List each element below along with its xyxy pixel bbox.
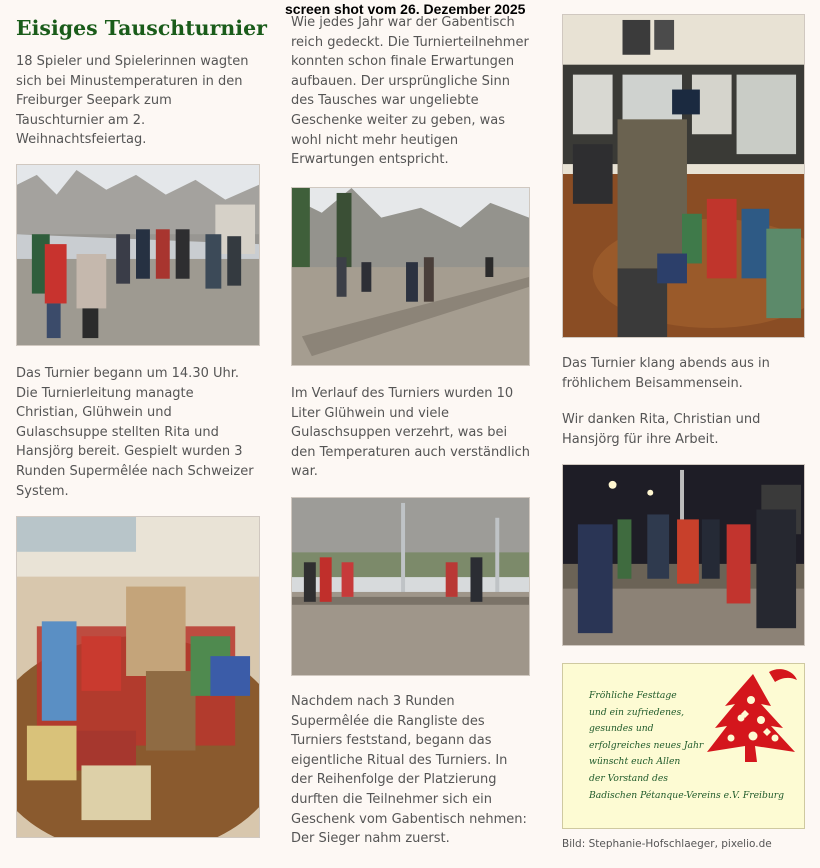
card-line: und ein zufriedenes, — [589, 706, 685, 718]
text-line: Im Verlauf des Turniers wurden 10 — [291, 386, 514, 401]
photo-players-court — [291, 497, 530, 676]
card-line: der Vorstand des — [589, 772, 668, 784]
text-line: war. — [291, 464, 318, 480]
text-line: Das Turnier klang abends aus in — [562, 356, 770, 371]
text-line: Hansjörg bereit. Gespielt wurden 3 — [16, 444, 243, 460]
text-line: Turniers feststand, begann das — [291, 733, 492, 749]
paragraph-gift-table — [291, 13, 541, 170]
text-line: 18 Spieler und Spielerinnen wagten — [16, 54, 249, 69]
card-line: Fröhliche Festtage — [589, 690, 677, 701]
text-line: Erwartungen entspricht. — [291, 152, 449, 168]
text-line: sich bei Minustemperaturen in den — [16, 73, 243, 89]
text-line: konnten schon finale Erwartungen — [291, 54, 515, 70]
text-line: Geschenk vom Gabentisch nehmen: — [291, 811, 527, 827]
text-line: eigentliche Ritual des Turniers. In — [291, 752, 508, 768]
paragraph-start — [16, 364, 266, 501]
text-line: Gulaschsuppe stellten Rita und — [16, 424, 219, 440]
card-line: gesundes und — [589, 723, 654, 735]
photo-gift-exchange — [562, 14, 805, 338]
paragraph-ritual — [291, 692, 541, 849]
card-line: erfolgreiches neues Jahr — [589, 739, 704, 751]
text-line: Weihnachtsfeiertag. — [16, 132, 147, 148]
text-line: durften die Teilnehmer sich ein — [291, 791, 492, 807]
text-line: Wir danken Rita, Christian und — [562, 412, 761, 427]
greeting-card — [562, 663, 805, 829]
text-line: Die Turnierleitung managte — [16, 385, 194, 401]
text-line: aufbauen. Der ursprüngliche Sinn — [291, 73, 510, 89]
paragraph-gluehwein — [291, 384, 541, 482]
card-line: wünscht euch Allen — [589, 756, 681, 768]
text-line: Nachdem nach 3 Runden — [291, 694, 455, 709]
text-line: reich gedeckt. Die Turnierteilnehmer — [291, 34, 529, 50]
photo-petanque-court — [291, 187, 530, 366]
text-line: Das Turnier begann um 14.30 Uhr. — [16, 366, 240, 381]
text-line: Supermêlée die Rangliste des — [291, 713, 485, 729]
text-line: Geschenke weiter zu geben, was — [291, 112, 506, 128]
card-line: Badischen Pétanque-Vereins e.V. Freiburg — [589, 789, 785, 801]
text-line: Tauschturnier am 2. — [16, 112, 146, 128]
text-line: Der Sieger nahm zuerst. — [291, 831, 450, 847]
photo-evening-game — [562, 464, 805, 646]
image-credit: Bild: Stephanie-Hofschlaeger, pixelio.de — [562, 838, 772, 850]
screenshot-note: screen shot vom 26. Dezember 2025 — [285, 1, 526, 17]
text-line: der Reihenfolge der Platzierung — [291, 772, 497, 788]
article-title: Eisiges Tauschturnier — [16, 16, 267, 40]
text-line: Freiburger Seepark zum — [16, 93, 172, 109]
paragraph-thanks — [562, 410, 812, 449]
text-line: Runden Supermêlée nach Schweizer — [16, 463, 254, 479]
text-line: Wie jedes Jahr war der Gabentisch — [291, 15, 515, 30]
text-line: System. — [16, 483, 69, 499]
text-line: Gulaschsuppen verzehrt, was bei — [291, 425, 508, 441]
text-line: Christian, Glühwein und — [16, 405, 172, 421]
text-line: den Temperaturen auch verständlich — [291, 444, 531, 460]
text-line: Liter Glühwein und viele — [291, 405, 449, 421]
photo-gift-table — [16, 516, 260, 838]
text-line: fröhlichem Beisammensein. — [562, 375, 743, 391]
paragraph-evening — [562, 354, 812, 393]
christmas-tree-icon — [683, 666, 805, 764]
text-line: wohl nicht mehr heutigen — [291, 132, 459, 148]
text-line: des Tausches war ungeliebte — [291, 93, 479, 109]
text-line: Hansjörg für ihre Arbeit. — [562, 431, 719, 447]
photo-players-group — [16, 164, 260, 346]
intro-paragraph — [16, 52, 266, 150]
